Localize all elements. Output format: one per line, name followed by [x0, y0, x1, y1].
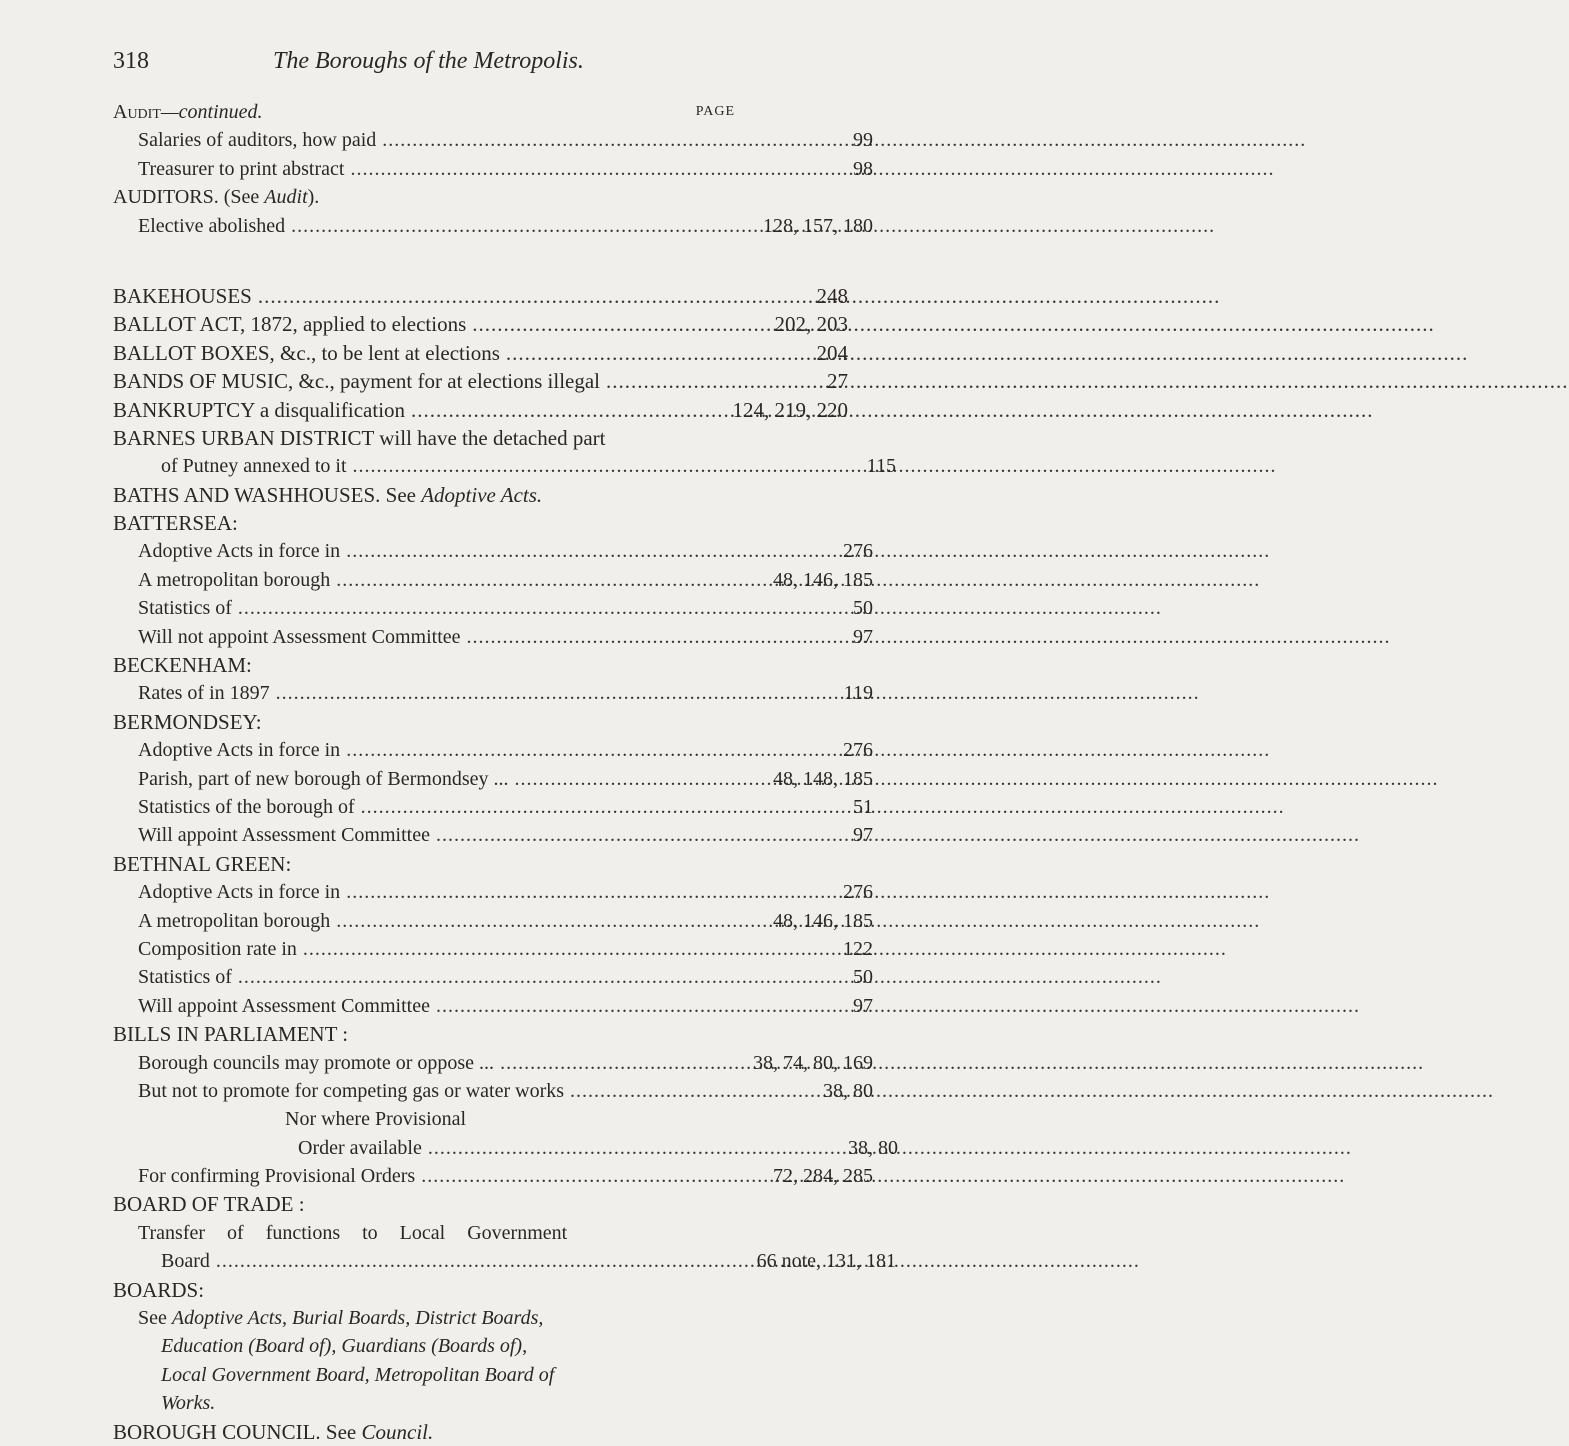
entry-label: BAKEHOUSES [113, 283, 252, 308]
dot-leader [336, 907, 767, 935]
dot-leader [346, 878, 837, 906]
entry-pages: 124, 219, 220 [732, 397, 848, 422]
entry-pages: 97 [853, 824, 873, 847]
entry-label: Statistics of [138, 966, 232, 989]
entry-pages: 98 [853, 157, 873, 180]
dot-leader [238, 594, 847, 622]
entry-label: Adoptive Acts in force in [138, 881, 341, 904]
entry-label: Statistics of the borough of [138, 795, 355, 818]
index-entry [0, 452, 896, 480]
index-entry [0, 282, 848, 310]
dot-leader [436, 992, 847, 1020]
index-entry [0, 367, 848, 395]
heading-text: BERMONDSEY: [113, 709, 262, 734]
index-entry [0, 1077, 873, 1105]
entry-pages: 50 [853, 966, 873, 989]
running-title: The Boroughs of the Metropolis. [273, 48, 584, 74]
dot-leader [276, 679, 838, 707]
dot-leader [346, 537, 837, 565]
index-entry [0, 310, 848, 338]
entry-label: Borough councils may promote or oppose ... [138, 1051, 495, 1074]
entry-pages: 115 [866, 455, 896, 478]
entry-pages: 99 [853, 129, 873, 152]
entry-pages: 248 [816, 283, 848, 308]
subline-text: Education (Board of), Guardians (Boards of), [161, 1335, 528, 1358]
entry-label: BANKRUPTCY a disqualification [113, 397, 406, 422]
index-heading-beckenham [0, 651, 801, 679]
dot-leader [421, 1162, 767, 1190]
entry-pages: 50 [853, 597, 873, 620]
entry-pages: 72, 284, 285 [773, 1165, 873, 1188]
subline-text: Works. [161, 1392, 216, 1415]
entry-label: A metropolitan borough [138, 909, 331, 932]
index-subline [0, 1389, 801, 1417]
index-subline [0, 1219, 801, 1247]
dot-leader [570, 1077, 817, 1105]
dot-leader [467, 623, 847, 651]
index-subline [0, 1304, 801, 1332]
entry-pages: 276 [843, 739, 873, 762]
index-heading [0, 424, 801, 452]
index-heading-auditors [0, 183, 801, 211]
entry-pages: 119 [843, 682, 873, 705]
cross-reference: Adoptive Acts, Burial Boards, District Boards, [171, 1307, 544, 1330]
index-subline [0, 1332, 801, 1360]
index-entry [0, 736, 873, 764]
index-entry [0, 396, 848, 424]
dot-leader [303, 935, 837, 963]
index-entry [0, 1134, 898, 1162]
entry-pages: 122 [843, 937, 873, 960]
entry-label: Elective abolished [138, 214, 286, 237]
dot-leader [346, 736, 837, 764]
entry-pages: 66 note, 131, 181 [756, 1250, 896, 1273]
entry-pages: 202, 203 [774, 312, 848, 337]
dot-leader [506, 339, 811, 367]
index-subline [0, 1105, 801, 1133]
entry-pages: 48, 146, 185 [773, 909, 873, 932]
subline-text: Nor where Provisional [285, 1108, 467, 1131]
entry-label: Treasurer to print abstract [138, 157, 345, 180]
entry-label: Will not appoint Assessment Committee [138, 625, 461, 648]
dot-leader [336, 566, 767, 594]
entry-label: Board [161, 1250, 210, 1273]
entry-label: BALLOT BOXES, &c., to be lent at elections [113, 340, 500, 365]
index-entry [0, 935, 873, 963]
entry-label: Rates of in 1897 [138, 682, 270, 705]
index-entry [0, 155, 873, 183]
subline-text: Transfer of functions to Local Government [138, 1221, 568, 1244]
index-heading-boards [0, 1276, 801, 1304]
subline-text: Local Government Board, Metropolitan Board of [161, 1363, 555, 1386]
index-heading-board-of-trade [0, 1190, 801, 1218]
index-entry [0, 126, 873, 154]
heading-text: AUDITORS. (See [113, 186, 265, 209]
index-subline [0, 1361, 801, 1389]
dot-leader [500, 1049, 747, 1077]
dot-leader [291, 212, 757, 240]
entry-pages: 48, 146, 185 [773, 568, 873, 591]
heading-text: BOROUGH COUNCIL. See [113, 1419, 362, 1444]
heading-text: BOARD OF TRADE : [113, 1192, 305, 1217]
entry-pages: 38, 80 [823, 1079, 873, 1102]
index-entry [0, 992, 873, 1020]
subline-text: See [138, 1307, 172, 1330]
running-head [113, 48, 730, 78]
index-entry [0, 907, 873, 935]
entry-label: Will appoint Assessment Committee [138, 824, 430, 847]
dot-leader [353, 452, 861, 480]
dot-leader [238, 963, 847, 991]
index-heading-bills [0, 1020, 801, 1048]
index-entry [0, 566, 873, 594]
dot-leader [515, 765, 768, 793]
index-entry [0, 963, 873, 991]
entry-pages: 38, 80 [848, 1136, 898, 1159]
entry-pages: 38, 74, 80, 169 [753, 1051, 873, 1074]
heading-text: BETHNAL GREEN: [113, 851, 292, 876]
heading-text: Audit [113, 101, 161, 123]
index-heading-battersea [0, 509, 801, 537]
index-entry [0, 878, 873, 906]
index-heading [0, 481, 801, 509]
dot-leader [382, 126, 847, 154]
dot-leader [606, 367, 821, 395]
cross-reference: Council. [361, 1419, 434, 1444]
dot-leader [428, 1134, 842, 1162]
entry-pages: 48, 148, 185 [773, 767, 873, 790]
entry-label: of Putney annexed to it [161, 455, 347, 478]
dot-leader [472, 310, 768, 338]
entry-label: BANDS OF MUSIC, &c., payment for at elections illegal [113, 369, 601, 394]
dot-leader [411, 396, 726, 424]
entry-label: A metropolitan borough [138, 568, 331, 591]
entry-label: Parish, part of new borough of Bermondsey ... [138, 767, 509, 790]
index-heading-borough-council [0, 1418, 801, 1446]
entry-label: BALLOT ACT, 1872, applied to elections [113, 312, 467, 337]
entry-pages: 51 [853, 795, 873, 818]
index-entry [0, 1162, 873, 1190]
entry-label: Statistics of [138, 597, 232, 620]
index-entry [0, 1049, 873, 1077]
entry-label: Order available [298, 1136, 422, 1159]
heading-suffix: —continued. [160, 101, 263, 123]
index-entry [0, 1247, 896, 1275]
page-column-label: PAGE [695, 104, 735, 119]
entry-label: But not to promote for competing gas or water works [138, 1079, 565, 1102]
index-entry [0, 623, 873, 651]
heading-text: BARNES URBAN DISTRICT will have the detached part [113, 425, 606, 450]
heading-tail: ). [307, 186, 320, 209]
index-entry [0, 679, 873, 707]
index-entry [0, 793, 873, 821]
entry-label: Adoptive Acts in force in [138, 540, 341, 563]
index-entry [0, 212, 873, 240]
entry-label: Adoptive Acts in force in [138, 739, 341, 762]
dot-leader [436, 821, 847, 849]
cross-reference: Audit [264, 186, 308, 209]
entry-pages: 27 [827, 369, 848, 394]
heading-text: BECKENHAM: [113, 653, 252, 678]
index-column [0, 98, 898, 1446]
entry-label: Will appoint Assessment Committee [138, 994, 430, 1017]
index-entry [0, 765, 873, 793]
entry-label: Salaries of auditors, how paid [138, 129, 377, 152]
entry-pages: 204 [816, 340, 848, 365]
dot-leader [350, 155, 847, 183]
index-entry [0, 821, 873, 849]
entry-pages: 97 [853, 625, 873, 648]
index-heading-audit [0, 98, 801, 126]
entry-pages: 128, 157, 180 [763, 214, 873, 237]
dot-leader [258, 282, 811, 310]
heading-text: BOARDS: [113, 1277, 205, 1302]
entry-pages: 97 [853, 994, 873, 1017]
cross-reference: Adoptive Acts. [421, 482, 543, 507]
entry-label: Composition rate in [138, 937, 297, 960]
index-heading-bethnal-green [0, 850, 801, 878]
entry-pages: 276 [843, 881, 873, 904]
page-number: 318 [113, 48, 149, 74]
index-entry [0, 594, 873, 622]
dot-leader [216, 1247, 751, 1275]
heading-text: BILLS IN PARLIAMENT : [113, 1022, 349, 1047]
index-entry [0, 339, 848, 367]
entry-pages: 276 [843, 540, 873, 563]
index-entry [0, 537, 873, 565]
heading-text: BATHS AND WASHHOUSES. See [113, 482, 422, 507]
dot-leader [361, 793, 847, 821]
heading-text: BATTERSEA: [113, 511, 238, 536]
index-heading-bermondsey [0, 708, 801, 736]
entry-label: For confirming Provisional Orders [138, 1165, 416, 1188]
